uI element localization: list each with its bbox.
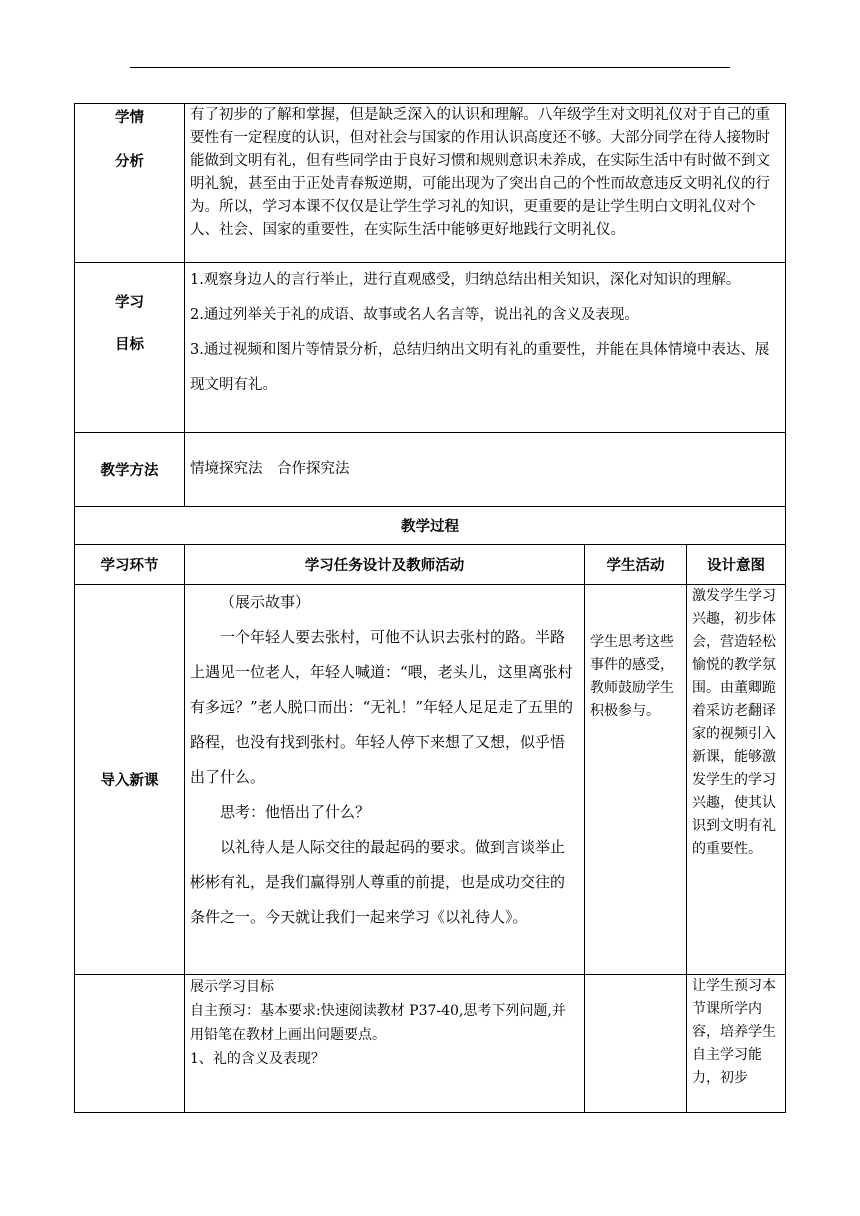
teacher-line-4: 以礼待人是人际交往的最起码的要求。做到言谈举止彬彬有礼，是我们赢得别人尊重的前提，也是成功交往的条件之一。今天就让我们一起来学习《以礼待人》。: [190, 838, 566, 926]
objective-item-3: 3.通过视频和图片等情景分析，总结归纳出文明有礼的重要性，并能在具体情境中表达、展现文明有礼。: [190, 342, 770, 393]
teacher-line-3: 1、礼的含义及表现？: [190, 1051, 325, 1067]
process-title: 教学过程: [75, 507, 786, 545]
teacher-line-1: （展示故事）: [220, 593, 311, 611]
col-header-intent: 设计意图: [687, 545, 786, 585]
table-row: [75, 585, 786, 975]
situation-row: [75, 104, 786, 263]
situation-paragraph: 有了初步的了解和掌握，但是缺乏深入的认识和理解。八年级学生对文明礼仪对于自己的重要性有一定程度的认识，但对社会与国家的作用认识高度还不够。大部分同学在待人接物时能做到文明有礼，但有些同学由于良好习惯和规则意识未养成，在实际生活中有时做不到文明礼貌，甚至由于正处青春叛逆期，可能出现为了突出自己的个性而故意违反文明礼仪的行为。所以，学习本课不仅仅是让学生学习礼的知识，更重要的是让学生明白文明礼仪对个人、社会、国家的重要性，在实际生活中能够更好地践行文明礼仪。: [190, 107, 770, 238]
student-cell: 学生思考这些事件的感受，教师鼓励学生积极参与。: [585, 585, 687, 975]
objective-item-2: 2.通过列举关于礼的成语、故事或名人名言等，说出礼的含义及表现。: [190, 307, 639, 323]
situation-label-line1: 学情: [115, 110, 144, 126]
col-header-stage: 学习环节: [75, 545, 185, 585]
objectives-row: [75, 263, 786, 433]
objective-item-1: 1.观察身边人的言行举止，进行直观感受，归纳总结出相关知识，深化对知识的理解。: [190, 272, 741, 288]
process-title-row: [75, 507, 786, 545]
stage-cell: [75, 975, 185, 1113]
student-cell: [585, 975, 687, 1113]
situation-label-line2: 分析: [115, 154, 144, 170]
teacher-cell: [185, 975, 585, 1113]
situation-label: [75, 104, 185, 263]
method-row: [75, 433, 786, 507]
lesson-plan-table: [74, 103, 786, 1113]
situation-text: [185, 104, 786, 263]
objectives-label: [75, 263, 185, 433]
table-row: [75, 975, 786, 1113]
intent-cell: 让学生预习本节课所学内容，培养学生自主学习能力，初步: [687, 975, 786, 1113]
method-label: 教学方法: [75, 433, 185, 507]
objectives-label-line2: 目标: [115, 337, 144, 353]
header-rule: [130, 67, 730, 68]
stage-cell: 导入新课: [75, 585, 185, 975]
teacher-line-3: 思考：他悟出了什么？: [220, 803, 371, 821]
col-header-teacher: 学习任务设计及教师活动: [185, 545, 585, 585]
method-text: 情境探究法 合作探究法: [185, 433, 786, 507]
objectives-label-line1: 学习: [115, 295, 144, 311]
teacher-cell: [185, 585, 585, 975]
col-header-student: 学生活动: [585, 545, 687, 585]
teacher-line-2: 一个年轻人要去张村，可他不认识去张村的路。半路上遇见一位老人，年轻人喊道：“喂，老头儿，这里离张村有多远？”老人脱口而出：“无礼！”年轻人足足走了五里的路程，也没有找到张村。年轻人停下来想了又想，似乎悟出了什么。: [190, 628, 574, 786]
teacher-line-2: 自主预习：基本要求:快速阅读教材 P37-40,思考下列问题,并用铅笔在教材上画出问题要点。: [190, 1003, 566, 1043]
objectives-list: [185, 263, 786, 433]
teacher-line-1: 展示学习目标: [190, 979, 274, 995]
process-header-row: [75, 545, 786, 585]
intent-cell: 激发学生学习兴趣，初步体会，营造轻松愉悦的教学氛围。由董卿跪着采访老翻译家的视频引入新课，能够激发学生的学习兴趣，使其认识到文明有礼的重要性。: [687, 585, 786, 975]
